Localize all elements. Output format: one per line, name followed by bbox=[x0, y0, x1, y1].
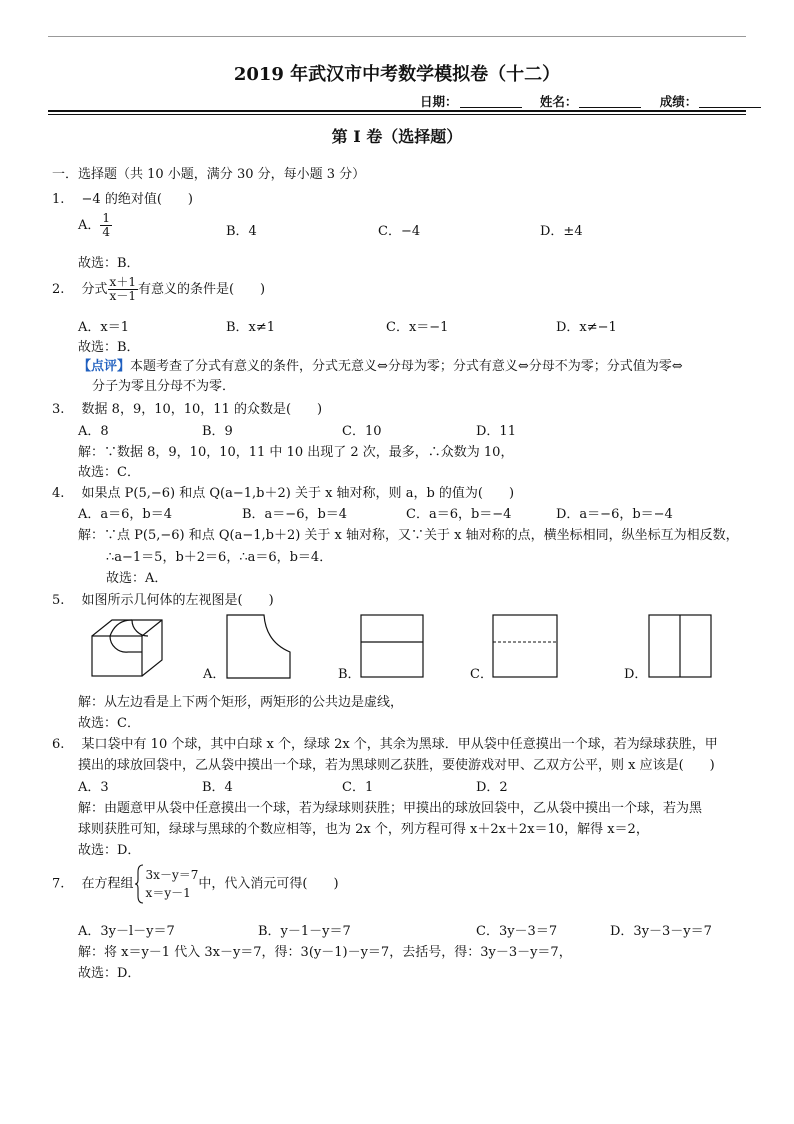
section-title: 第 I 卷（选择题） bbox=[331, 127, 463, 146]
q2-note-line2: 分子为零且分母不为零． bbox=[92, 379, 236, 394]
q2-suffix: 有意义的条件是( ) bbox=[137, 282, 266, 297]
q7-solution: 解：将 x＝y－1 代入 3x－y＝7，得：3(y－1)－y＝7，去括号，得：3y－3－y＝7， bbox=[78, 945, 572, 960]
q5-option-c-figure bbox=[492, 614, 558, 678]
header-rule-thin bbox=[48, 114, 746, 115]
q7-prefix: 7. 在方程组 bbox=[52, 876, 134, 892]
q2-option-c: C．x＝−1 bbox=[386, 320, 449, 335]
q1-option-a-label: A． bbox=[78, 218, 101, 233]
q1-a-numerator: 1 bbox=[102, 211, 111, 225]
header-rule-thick bbox=[48, 110, 746, 112]
q7-brace bbox=[134, 864, 144, 904]
q3-solution: 解：∵数据 8，9，10，10，11 中 10 出现了 2 次，最多，∴众数为 10， bbox=[78, 445, 514, 460]
q5-solid-figure bbox=[88, 614, 168, 680]
q3-option-c: C．10 bbox=[342, 424, 382, 439]
q1-answer: 故选：B． bbox=[78, 256, 140, 271]
q1-option-a-fraction bbox=[100, 212, 112, 239]
q6-solution-line1: 解：由题意甲从袋中任意摸出一个球，若为绿球则获胜；甲摸出的球放回袋中，乙从袋中摸出一个球，若为黑 bbox=[78, 801, 703, 816]
q6-option-a: A．3 bbox=[78, 780, 109, 795]
q4-answer: 故选：A． bbox=[106, 571, 168, 586]
q1-stem: 1. −4 的绝对值( ) bbox=[52, 192, 193, 207]
q7-equation-2: x＝y－1 bbox=[145, 886, 191, 900]
q2-stem bbox=[52, 276, 265, 303]
q6-option-c: C．1 bbox=[342, 780, 374, 795]
q6-option-b: B．4 bbox=[202, 780, 233, 795]
q4-stem: 4. 如果点 P(5,−6) 和点 Q(a−1,b＋2) 关于 x 轴对称，则 a，b 的值为( ) bbox=[52, 486, 515, 501]
q1-option-c: C．−4 bbox=[378, 224, 421, 239]
q2-fraction bbox=[108, 276, 138, 303]
q5-option-b-figure bbox=[360, 614, 424, 678]
q3-option-a: A．8 bbox=[78, 424, 109, 439]
q2-answer: 故选：B． bbox=[78, 340, 140, 355]
q7-option-d: D．3y－3－y＝7 bbox=[610, 924, 712, 939]
q2-note-tag: 【点评】 bbox=[78, 359, 131, 374]
q5-option-c-label: C． bbox=[470, 667, 493, 682]
q4-solution-line1: 解：∵点 P(5,−6) 和点 Q(a−1,b＋2) 关于 x 轴对称，又∵关于 x 轴对称的点，横坐标相同，纵坐标互为相反数， bbox=[78, 528, 739, 543]
q3-option-d: D．11 bbox=[476, 424, 516, 439]
score-label: 成绩： bbox=[659, 94, 698, 109]
q7-equations bbox=[146, 866, 199, 902]
q3-option-b: B．9 bbox=[202, 424, 233, 439]
q1-option-a bbox=[78, 212, 112, 239]
q2-denominator: x－1 bbox=[109, 289, 136, 303]
q7-option-a: A．3y－l－y＝7 bbox=[78, 924, 175, 939]
q5-option-d-label: D． bbox=[624, 667, 648, 682]
q2-option-b: B．x≠1 bbox=[226, 320, 276, 335]
q6-answer: 故选：D． bbox=[78, 843, 141, 858]
q5-option-a-figure bbox=[226, 614, 292, 680]
q4-option-b: B．a＝−6，b＝4 bbox=[242, 507, 348, 522]
q3-stem: 3. 数据 8，9，10，10，11 的众数是( ) bbox=[52, 402, 323, 417]
q5-option-a-label: A． bbox=[203, 667, 226, 682]
q4-option-a: A．a＝6，b＝4 bbox=[78, 507, 173, 522]
q5-stem: 5. 如图所示几何体的左视图是( ) bbox=[52, 593, 274, 608]
q2-prefix: 2. 分式 bbox=[52, 282, 108, 297]
q2-note-text: 本题考查了分式有意义的条件，分式无意义⇔分母为零；分式有意义⇔分母不为零；分式值为零⇔ bbox=[130, 359, 683, 374]
q3-answer: 故选：C． bbox=[78, 465, 140, 480]
score-field[interactable] bbox=[699, 95, 761, 108]
q1-option-b: B．4 bbox=[226, 224, 257, 239]
q7-suffix: 中，代入消元可得( ) bbox=[198, 876, 339, 892]
q6-solution-line2: 球则获胜可知，绿球与黑球的个数应相等，也为 2x 个，列方程可得 x＋2x＋2x＝10，解得 x＝2， bbox=[78, 822, 649, 837]
top-rule bbox=[48, 36, 746, 37]
q7-equation-1: 3x－y＝7 bbox=[145, 868, 199, 882]
q7-answer: 故选：D． bbox=[78, 966, 141, 981]
q1-a-denominator: 4 bbox=[102, 225, 111, 239]
q2-numerator: x＋1 bbox=[109, 275, 136, 289]
exam-meta-line bbox=[420, 92, 775, 110]
part-heading: 一．选择题（共 10 小题，满分 30 分，每小题 3 分） bbox=[52, 167, 366, 182]
q1-option-d: D．±4 bbox=[540, 224, 583, 239]
q5-option-b-label: B． bbox=[338, 667, 361, 682]
q7-option-b: B．y－1－y＝7 bbox=[258, 924, 351, 939]
name-label: 姓名： bbox=[539, 94, 578, 109]
page-title: 2019 年武汉市中考数学模拟卷（十二） bbox=[233, 64, 561, 85]
q5-option-d-figure bbox=[648, 614, 712, 678]
q4-option-d: D．a＝−6，b＝−4 bbox=[556, 507, 673, 522]
q7-option-c: C．3y－3＝7 bbox=[476, 924, 558, 939]
q7-stem bbox=[52, 864, 339, 904]
q2-option-d: D．x≠−1 bbox=[556, 320, 617, 335]
name-field[interactable] bbox=[579, 95, 641, 108]
q6-stem-line1: 6. 某口袋中有 10 个球，其中白球 x 个，绿球 2x 个，其余为黑球．甲从袋中任意摸出一个球，若为绿球获胜，甲 bbox=[52, 737, 718, 752]
q6-stem-line2: 摸出的球放回袋中，乙从袋中摸出一个球，若为黑球则乙获胜，要使游戏对甲、乙双方公平，则 x 应该是( ) bbox=[78, 758, 715, 773]
q2-option-a: A．x＝1 bbox=[78, 320, 129, 335]
q4-option-c: C．a＝6，b＝−4 bbox=[406, 507, 512, 522]
date-field[interactable] bbox=[460, 95, 522, 108]
q4-solution-line2: ∴a−1＝5，b＋2＝6，∴a＝6，b＝4． bbox=[106, 550, 333, 565]
q2-note-line1 bbox=[78, 355, 683, 374]
q5-answer: 故选：C． bbox=[78, 716, 140, 731]
q5-solution: 解：从左边看是上下两个矩形，两矩形的公共边是虚线， bbox=[78, 695, 404, 710]
q6-option-d: D．2 bbox=[476, 780, 508, 795]
date-label: 日期： bbox=[420, 94, 458, 109]
